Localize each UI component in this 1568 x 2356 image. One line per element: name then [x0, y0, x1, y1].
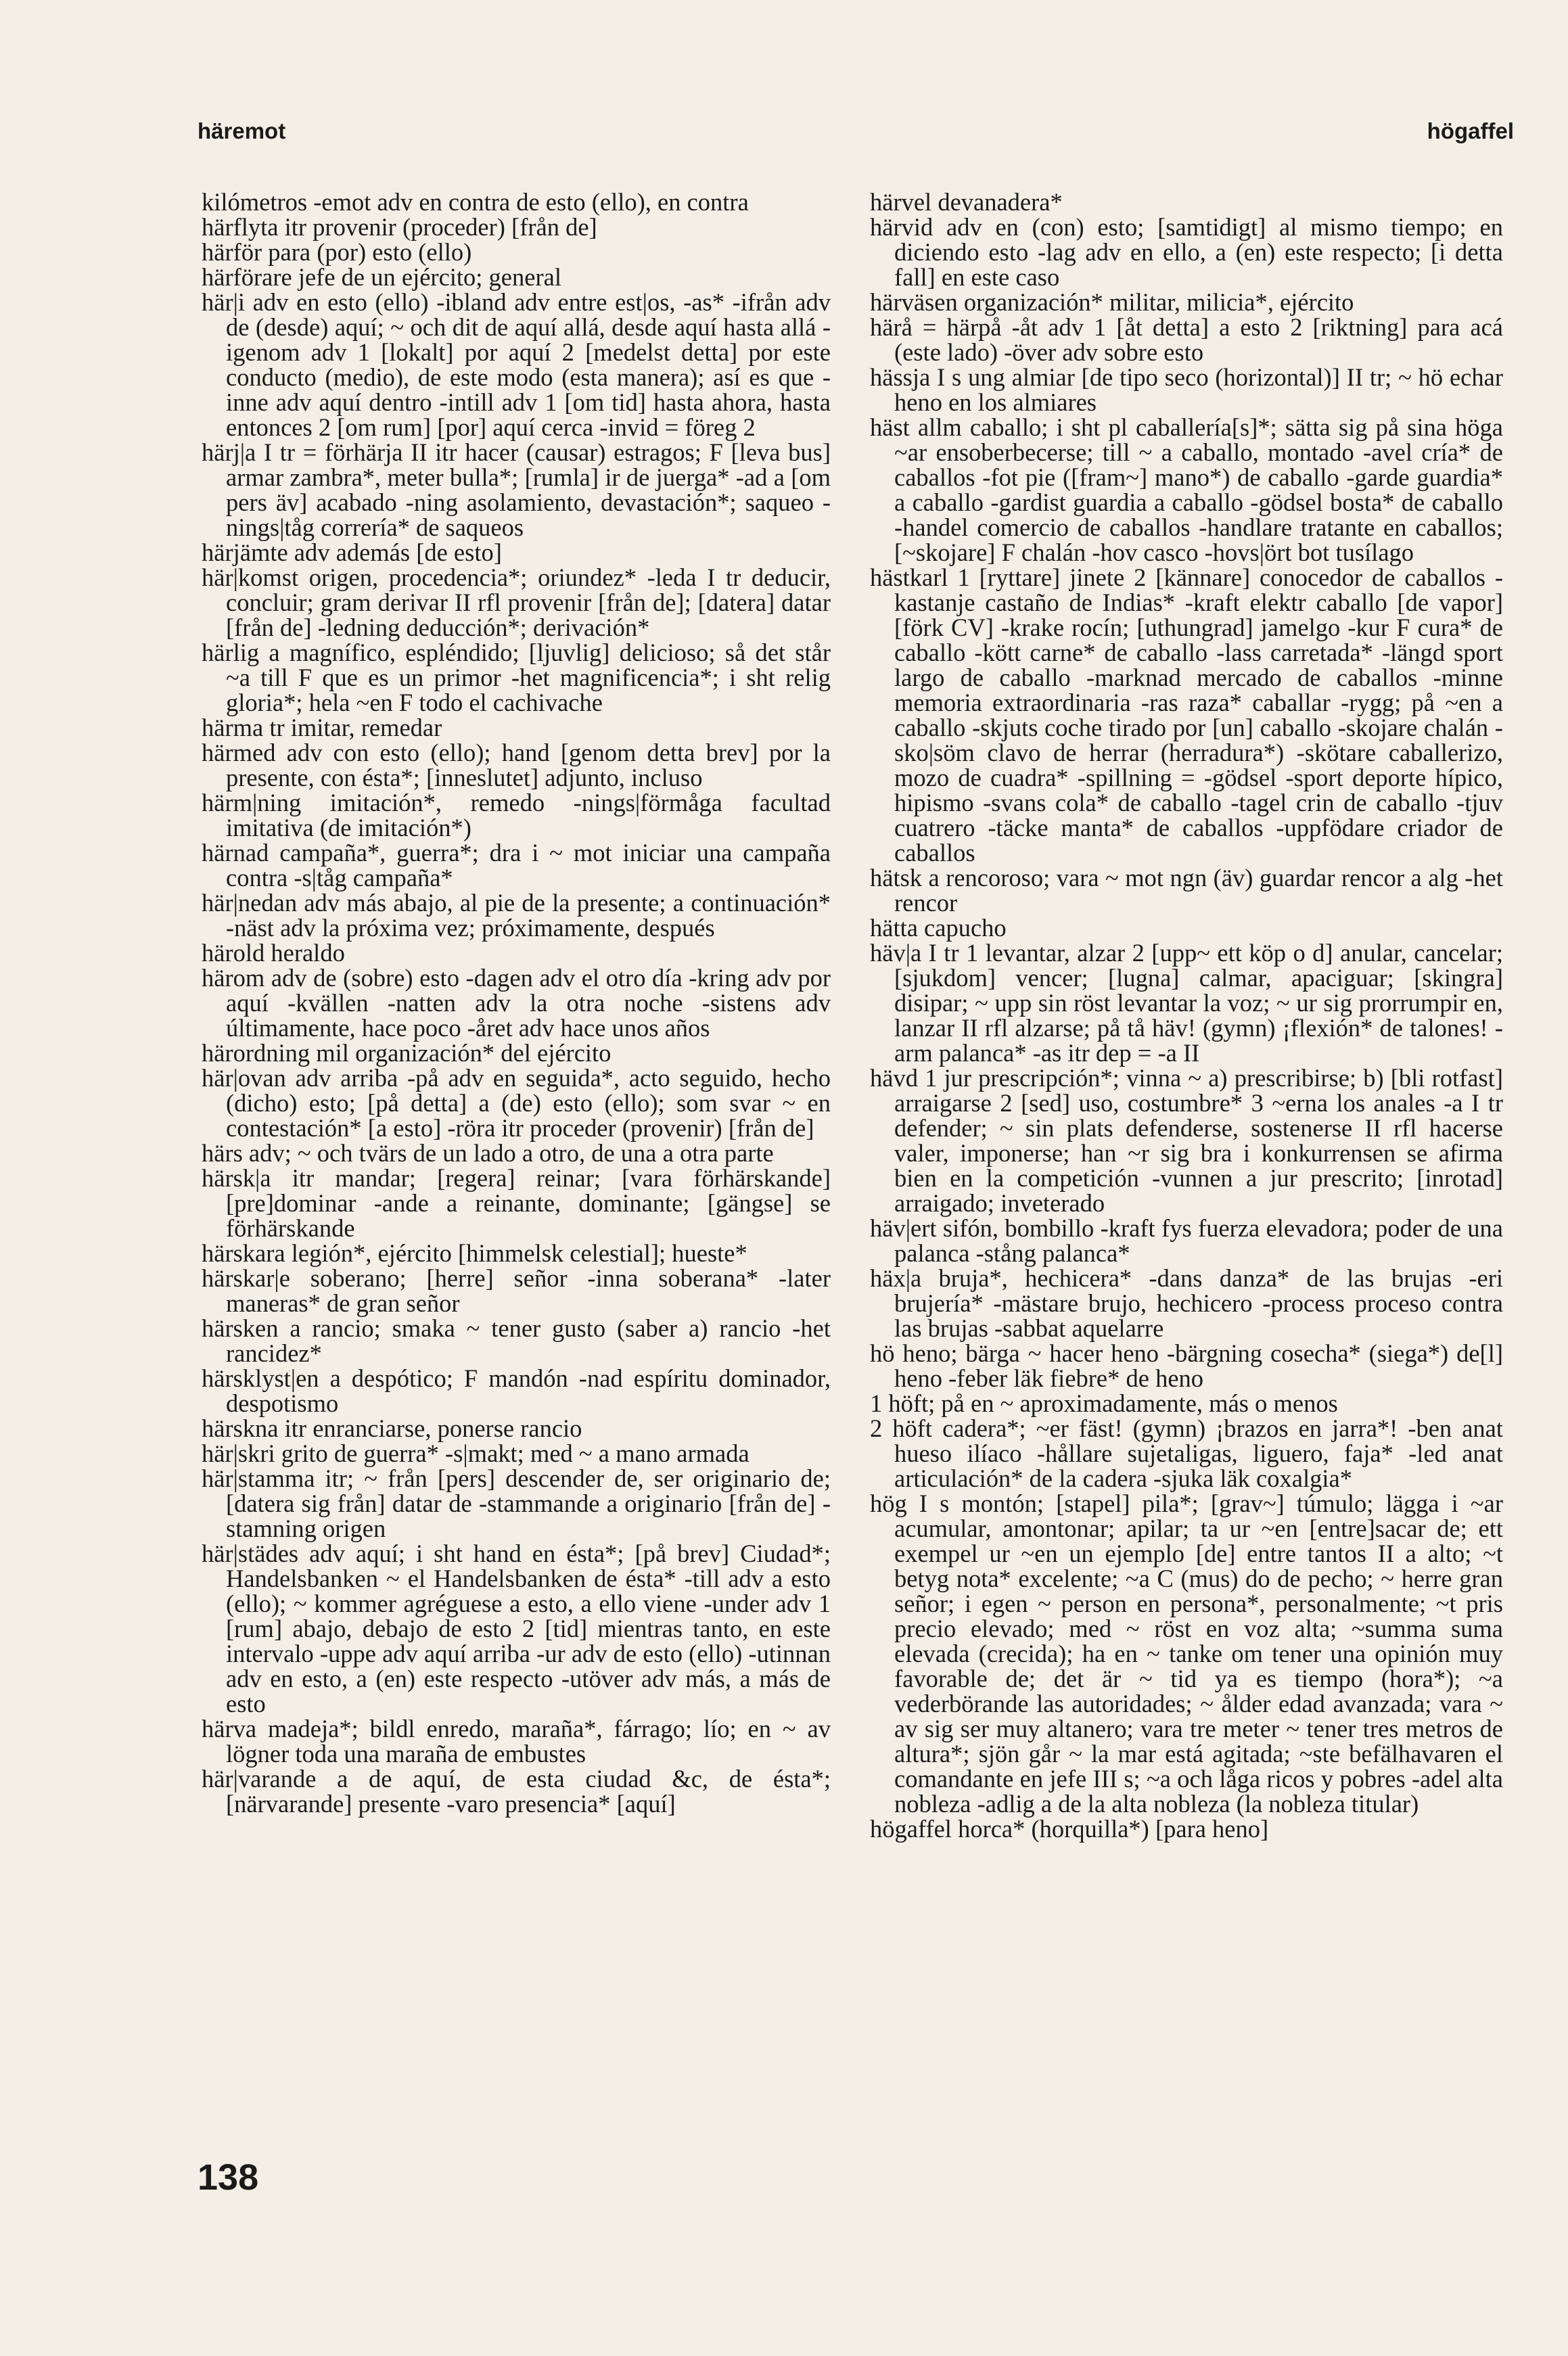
entry: häv|a I tr 1 levantar, alzar 2 [upp~ ett köp o d] anular, cancelar; [sjukdom] vencer; [lugna] calmar, apaciguar; [skingra] disipar; ~ upp sin röst levantar la voz; ~ ur sig prorrumpir en, lanzar II rfl alzarse; på tå häv! (gymn) ¡flexión* de talones! -arm palanca* -as itr dep = -a II — [870, 939, 1503, 1067]
entry: här|skri grito de guerra* -s|makt; med ~ a mano armada — [202, 1439, 750, 1467]
entry: hö heno; bärga ~ hacer heno -bärgning cosecha* (siega*) de[l] heno -feber läk fiebre* de heno — [870, 1339, 1503, 1392]
entry: här|stamma itr; ~ från [pers] descender de, ser originario de; [datera sig från] datar de -stammande a originario [från de] -stamning origen — [202, 1464, 831, 1542]
right-column — [870, 189, 1503, 1841]
entry: 2 höft cadera*; ~er fäst! (gymn) ¡brazos en jarra*! -ben anat hueso ilíaco -hållare sujetaligas, liguero, faja* -led anat articulación* de la cadera -sjuka läk coxalgia* — [870, 1414, 1503, 1492]
entry: härom adv de (sobre) esto -dagen adv el otro día -kring adv por aquí -kvällen -natten adv la otra noche -sistens adv últimamente, hace poco -året adv hace unos años — [202, 964, 831, 1042]
entry: härsklyst|en a despótico; F mandón -nad espíritu dominador, despotismo — [202, 1364, 831, 1417]
entry: härskar|e soberano; [herre] señor -inna soberana* -later maneras* de gran señor — [202, 1264, 831, 1317]
entry: härskara legión*, ejército [himmelsk celestial]; hueste* — [202, 1239, 747, 1267]
entry: härväsen organización* militar, milicia*, ejército — [870, 288, 1354, 316]
entry: härma tr imitar, remedar — [202, 714, 442, 741]
entry: häx|a bruja*, hechicera* -dans danza* de las brujas -eri brujería* -mästare brujo, hechicero -process proceso contra las brujas -sabbat aquelarre — [870, 1264, 1503, 1342]
entry: högaffel horca* (horquilla*) [para heno] — [870, 1815, 1269, 1843]
entry: här|i adv en esto (ello) -ibland adv entre est|os, -as* -ifrån adv de (desde) aquí; ~ och dit de aquí allá, desde aquí hasta allá -igenom adv 1 [lokalt] por aquí 2 [medelst detta] por este conducto (medio), de este modo (esta manera); así es que -inne adv aquí dentro -intill adv 1 [om tid] hasta ahora, hasta entonces 2 [om rum] [por] aquí cerca -invid = föreg 2 — [202, 288, 831, 441]
entry: härjämte adv además [de esto] — [202, 538, 502, 566]
entry: härvel devanadera* — [870, 188, 1063, 216]
entry: hög I s montón; [stapel] pila*; [grav~] túmulo; lägga i ~ar acumular, amontonar; apilar; ta ur ~en [entre]sacar de; ett exempel ur ~en un ejemplo [de] entre tantos II a alto; ~t betyg nota* excelente; ~a C (mus) do de pecho; ~ herre gran señor; i egen ~ person en persona*, personalmente; ~t pris precio elevado; med ~ röst en voz alta; ~summa suma elevada (crecida); ha en ~ tanke om tener una opinión muy favorable de; det är ~ tid ya es tiempo (hora*); ~a vederbörande las autoridades; ~ ålder edad avanzada; vara ~ av sig ser muy altanero; vara tre meter ~ tener tres metros de altura*; sjön går ~ la mar está agitada; ~ste befälhavaren el comandante en jefe III s; ~a och låga ricos y pobres -adel alta nobleza -adlig a de la alta nobleza (la nobleza titular) — [870, 1489, 1503, 1818]
entry: kilómetros -emot adv en contra de esto (ello), en contra — [202, 188, 749, 216]
entry: här|städes adv aquí; i sht hand en ésta*; [på brev] Ciudad*; Handelsbanken ~ el Handelsbanken de ésta* -till adv a esto (ello); ~ kommer agréguese a esto, a ello viene -under adv 1 [rum] abajo, debajo de esto 2 [tid] mientras tanto, en este intervalo -uppe adv aquí arriba -ur adv de esto (ello) -utinnan adv en esto, a (en) este respecto -utöver adv más, a más de esto — [202, 1540, 831, 1717]
entry: härva madeja*; bildl enredo, maraña*, fárrago; lío; en ~ av lögner toda una maraña de embustes — [202, 1715, 831, 1768]
entry: hästkarl 1 [ryttare] jinete 2 [kännare] conocedor de caballos -kastanje castaño de Indias* -kraft elektr caballo [de vapor] [förk CV] -krake rocín; [uthungrad] jamelgo -kur F cura* de caballo -kött carne* de caballo -lass carretada* -längd sport largo de caballo -marknad mercado de caballos -minne memoria extraordinaria -ras raza* caballar -rygg; på ~en a caballo -skjuts coche tirado por [un] caballo -skojare chalán -sko|söm clavo de herrar (herradura*) -skötare caballerizo, mozo de cuadra* -spillning = -gödsel -sport deporte hípico, hipismo -svans cola* de caballo -tagel crin de caballo -tjuv cuatrero -täcke manta* de caballos -uppfödare criador de caballos — [870, 563, 1503, 867]
entry: härnad campaña*, guerra*; dra i ~ mot iniciar una campaña contra -s|tåg campaña* — [202, 839, 831, 892]
page-number: 138 — [198, 2157, 259, 2198]
entry: härordning mil organización* del ejército — [202, 1039, 612, 1067]
entry: häst allm caballo; i sht pl caballería[s]*; sätta sig på sina höga ~ar ensoberbecerse; till ~ a caballo, montado -avel cría* de caballos -fot pie ([fram~] mano*) de caballo -garde guardia* a caballo -gardist guardia a caballo -gödsel bosta* de caballo -handel comercio de caballos -handlare tratante en caballos; [~skojare] F chalán -hov casco -hovs|ört bot tusílago — [870, 413, 1503, 566]
entry: här|nedan adv más abajo, al pie de la presente; a continuación* -näst adv la próxima vez; próximamente, después — [202, 889, 831, 942]
right-guide-word: högaffel — [1427, 118, 1514, 143]
entry: härförare jefe de un ejército; general — [202, 263, 561, 291]
entry: härold heraldo — [202, 939, 345, 967]
entry: här|varande a de aquí, de esta ciudad &c, de ésta*; [närvarande] presente -varo presencia* [aquí] — [202, 1765, 831, 1818]
entry: hätta capucho — [870, 914, 1007, 942]
entry: härför para (por) esto (ello) — [202, 238, 472, 266]
entry: härs adv; ~ och tvärs de un lado a otro, de una a otra parte — [202, 1139, 774, 1167]
entry: här|ovan adv arriba -på adv en seguida*, acto seguido, hecho (dicho) esto; [på detta] a (de) esto (ello); som svar ~ en contestación* [a esto] -röra itr proceder (provenir) [från de] — [202, 1064, 831, 1142]
entry: härlig a magnífico, espléndido; [ljuvlig] delicioso; så det står ~a till F que es un primor -het magnificencia*; i sht relig gloria*; hela ~en F todo el cachivache — [202, 639, 831, 716]
entry: hätsk a rencoroso; vara ~ mot ngn (äv) guardar rencor a alg -het rencor — [870, 864, 1503, 917]
entry: härflyta itr provenir (proceder) [från de] — [202, 213, 597, 241]
entry: härvid adv en (con) esto; [samtidigt] al mismo tiempo; en diciendo esto -lag adv en ello, a (en) este respecto; [i detta fall] en este caso — [870, 213, 1503, 291]
left-guide-word: häremot — [198, 118, 286, 143]
entry: härj|a I tr = förhärja II itr hacer (causar) estragos; F [leva bus] armar zambra*, meter bulla*; [rumla] ir de juerga* -ad a [om pers äv] acabado -ning asolamiento, devastación*; saqueo -nings|tåg correría* de saqueos — [202, 438, 831, 541]
entry: 1 höft; på en ~ aproximadamente, más o menos — [870, 1389, 1338, 1417]
entry: härskna itr enranciarse, ponerse rancio — [202, 1414, 582, 1442]
entry: härsk|a itr mandar; [regera] reinar; [vara förhärskande] [pre]dominar -ande a reinante, dominante; [gängse] se förhärskande — [202, 1164, 831, 1242]
entry: härmed adv con esto (ello); hand [genom detta brev] por la presente, con ésta*; [inneslutet] adjunto, incluso — [202, 739, 831, 791]
running-header — [0, 118, 1568, 152]
left-column — [202, 189, 831, 1816]
entry: här|komst origen, procedencia*; oriundez* -leda I tr deducir, concluir; gram derivar II rfl provenir [från de]; [datera] datar [från de] -ledning deducción*; derivación* — [202, 563, 831, 641]
entry: hässja I s ung almiar [de tipo seco (horizontal)] II tr; ~ hö echar heno en los almiares — [870, 363, 1503, 416]
entry: hävd 1 jur prescripción*; vinna ~ a) prescribirse; b) [bli rotfast] arraigarse 2 [sed] uso, costumbre* 3 ~erna los anales -a I tr defender; ~ sin plats defenderse, sostenerse II rfl hacerse valer, imponerse; han ~r sig bra i konkurrensen se afirma bien en la competición -vunnen a jur prescrito; [inrotad] arraigado; inveterado — [870, 1064, 1503, 1217]
entry: härm|ning imitación*, remedo -nings|förmåga facultad imitativa (de imitación*) — [202, 789, 831, 841]
entry: häv|ert sifón, bombillo -kraft fys fuerza elevadora; poder de una palanca -stång palanca* — [870, 1214, 1503, 1267]
entry: härå = härpå -åt adv 1 [åt detta] a esto 2 [riktning] para acá (este lado) -över adv sobre esto — [870, 313, 1503, 366]
entry: härsken a rancio; smaka ~ tener gusto (saber a) rancio -het rancidez* — [202, 1314, 831, 1367]
